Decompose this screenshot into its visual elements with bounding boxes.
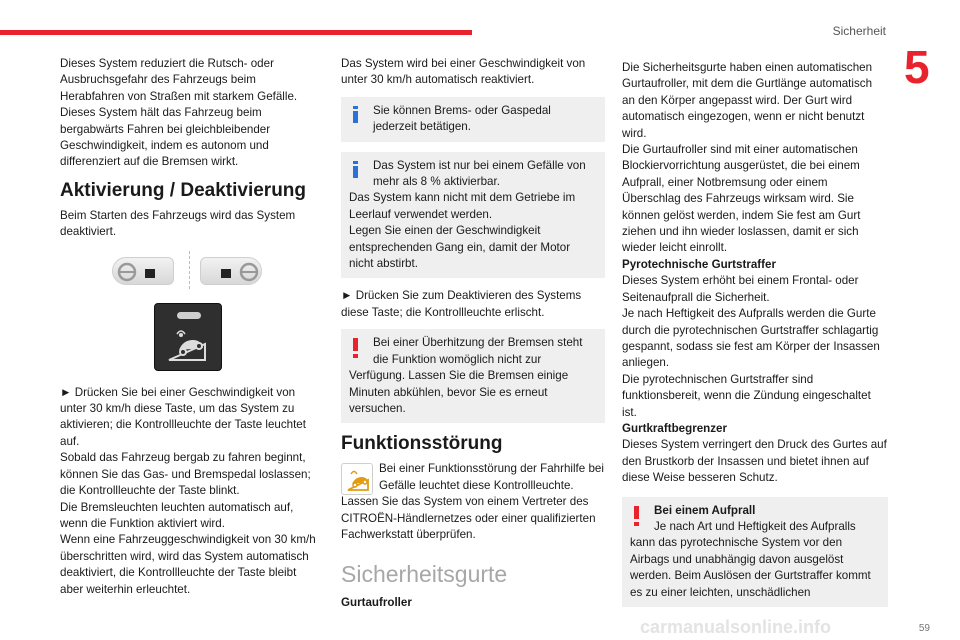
pretensioner-text: Dieses System erhöht bei einem Frontal- oder Seitenaufprall die Sicherheit.: [622, 274, 859, 304]
divider-line: [189, 251, 190, 289]
retractor-text: Die Gurtaufroller sind mit einer automatischen Blockiervorrichtung ausgerüstet, die bei einem Aufprall, einer Notbremsung oder einem Überschlag des Fahrzeugs wirksam wird. Sie können gelöst werden, indem Sie fest am Gurt ziehen und ihn wieder loslassen, damit er sich wieder leicht einrollt.: [622, 143, 861, 255]
header-accent-bar: [0, 30, 472, 35]
hill-descent-figure: [60, 247, 322, 377]
info-note: [341, 152, 605, 279]
reactivation-text: Das System wird bei einer Geschwindigkeit von unter 30 km/h automatisch reaktiviert.: [341, 57, 586, 87]
activation-text: Beim Starten des Fahrzeugs wird das System deaktiviert.: [60, 208, 296, 239]
info-icon: [353, 106, 358, 123]
intro-paragraph: Dieses System hält das Fahrzeug beim bergabwärts Fahren bei gleichbleibender Geschwindigkeit, indem es autonom und differenziert auf die Bremsen wirkt.: [60, 106, 271, 169]
instruction-text: Wenn eine Fahrzeuggeschwindigkeit von 30 km/h überschritten wird, wird das System automatisch deaktiviert, die Kontrollleuchte der Taste bleibt aber weiterhin erleuchtet.: [60, 533, 316, 596]
warning-note-text: Bei einer Überhitzung der Bremsen steht die Funktion womöglich nicht zur: [373, 336, 583, 366]
pretensioner-text: Je nach Heftigkeit des Aufpralls werden die Gurte durch die pyrotechnischen Gurtstraffer schlagartig gespannt, sodass sie fest am Körper der Insassen anliegen.: [622, 307, 880, 370]
retractor-text: Die Sicherheitsgurte haben einen automatischen Gurtaufroller, mit dem die Gurtlänge automatisch an den Körper angepasst wird. Der Gurt wird automatisch eingezogen, wenn er nicht benutzt wird.: [622, 61, 873, 140]
warning-icon: [634, 506, 639, 526]
subheading-pretensioner: Pyrotechnische Gurtstraffer: [622, 257, 776, 271]
heading-seatbelts: Sicherheitsgurte: [341, 561, 508, 588]
warning-note-title: Bei einem Aufprall: [654, 503, 756, 517]
info-note-text: Sie können Brems- oder Gaspedal jederzeit betätigen.: [373, 103, 551, 134]
subheading-retractor: Gurtaufroller: [341, 596, 412, 610]
chapter-number: 5: [904, 41, 930, 93]
warning-note-text: Je nach Art und Heftigkeit des Aufpralls: [654, 519, 856, 533]
malfunction-row: [341, 461, 605, 494]
warning-note-text: Verfügung. Lassen Sie die Bremsen einige Minuten abkühlen, bevor Sie es erneut versuchen.: [349, 369, 569, 415]
info-note-text: Das System kann nicht mit dem Getriebe im Leerlauf verwendet werden.: [349, 191, 576, 221]
column-2: [341, 56, 605, 612]
watermark: carmanualsonline.info: [640, 617, 832, 637]
instruction-step: ► Drücken Sie bei einer Geschwindigkeit von unter 30 km/h diese Taste, um das System zu aktivieren; die Kontrollleuchte der Taste leuchtet auf.: [60, 385, 306, 448]
force-limiter-text: Dieses System verringert den Druck des Gurtes auf den Brustkorb der Insassen und bietet ihnen auf diese Weise besseren Schutz.: [622, 438, 887, 485]
heading-activation: Aktivierung / Deaktivierung: [60, 179, 307, 201]
heading-malfunction: Funktionsstörung: [341, 433, 503, 455]
subheading-force-limiter: Gurtkraftbegrenzer: [622, 421, 728, 435]
hill-descent-warning-lamp-icon: [341, 463, 373, 495]
instruction-text: Sobald das Fahrzeug bergab zu fahren beginnt, können Sie das Gas- und Bremspedal loslassen; die Kontrollleuchte der Taste blinkt.: [60, 451, 311, 498]
section-title: Sicherheit: [832, 24, 886, 38]
malfunction-text: Lassen Sie das System von einem Vertreter des CITROËN-Händlernetzes oder einer qualifizierten Fachwerkstatt überprüfen.: [341, 495, 596, 541]
info-icon: [353, 161, 358, 178]
ceiling-lamp-icon: [112, 257, 174, 285]
column-3: [622, 56, 888, 617]
info-note-text: Legen Sie einen der Geschwindigkeit entsprechenden Gang ein, damit der Motor nicht abstirbt.: [349, 224, 571, 271]
hill-descent-button-icon: [154, 303, 222, 371]
info-note-text: Das System ist nur bei einem Gefälle von mehr als 8 % aktivierbar.: [373, 158, 586, 189]
pretensioner-text: Die pyrotechnischen Gurtstraffer sind funktionsbereit, wenn die Zündung eingeschaltet ist.: [622, 372, 871, 419]
column-1: [60, 56, 322, 598]
intro-paragraph: Dieses System reduziert die Rutsch- oder Ausbruchsgefahr des Fahrzeugs beim Herabfahren von Straßen mit starkem Gefälle.: [60, 57, 298, 103]
page-number: 59: [918, 623, 930, 634]
warning-icon: [353, 338, 358, 358]
malfunction-text: Bei einer Funktionsstörung der Fahrhilfe bei Gefälle leuchtet diese Kontrollleuchte.: [379, 462, 604, 492]
warning-note-text: kann das pyrotechnische System vor den Airbags und unabhängig davon ausgelöst werden. Beim Auslösen der Gurtstraffer kommt es zu einer leichten, unschädlichen: [630, 536, 871, 599]
ceiling-lamp-icon: [200, 257, 262, 285]
deactivate-step: ► Drücken Sie zum Deaktivieren des Systems diese Taste; die Kontrollleuchte erlischt.: [341, 289, 582, 319]
info-note: [341, 97, 605, 142]
warning-note: [341, 329, 605, 423]
instruction-text: Die Bremsleuchten leuchten automatisch auf, wenn die Funktion aktiviert wird.: [60, 500, 294, 530]
warning-note: [622, 497, 888, 607]
